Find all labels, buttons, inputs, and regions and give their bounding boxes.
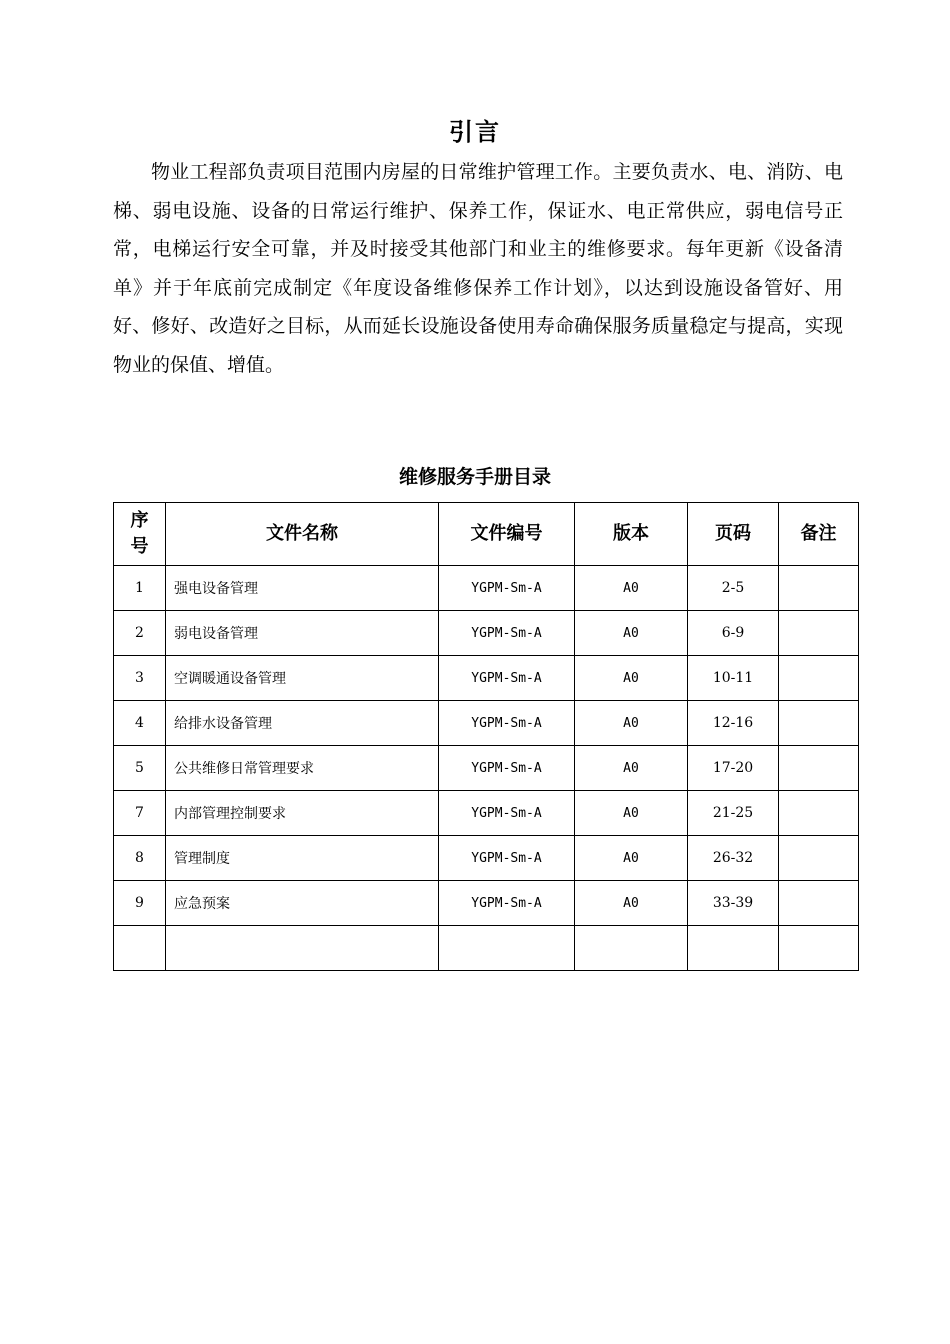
row-pages: 17-20 <box>688 746 779 791</box>
row-name: 管理制度 <box>166 836 439 881</box>
row-remark <box>779 791 859 836</box>
row-remark <box>779 836 859 881</box>
row-seq: 2 <box>114 611 166 656</box>
row-version: A0 <box>575 791 688 836</box>
row-remark <box>779 656 859 701</box>
row-name: 空调暖通设备管理 <box>166 656 439 701</box>
row-code: YGPM-Sm-A <box>439 566 575 611</box>
header-name: 文件名称 <box>166 503 439 566</box>
table-row <box>114 791 859 836</box>
table-row <box>114 881 859 926</box>
table-row <box>114 656 859 701</box>
row-pages: 21-25 <box>688 791 779 836</box>
toc-table <box>113 502 859 971</box>
row-version: A0 <box>575 611 688 656</box>
row-remark <box>779 881 859 926</box>
table-row <box>114 701 859 746</box>
toc-title: 维修服务手册目录 <box>398 466 551 488</box>
header-version: 版本 <box>575 503 688 566</box>
row-seq: 9 <box>114 881 166 926</box>
row-name: 内部管理控制要求 <box>166 791 439 836</box>
row-version: A0 <box>575 881 688 926</box>
table-row-empty <box>114 926 859 971</box>
page-title: 引言 <box>449 117 501 146</box>
header-remark: 备注 <box>779 503 859 566</box>
row-name: 强电设备管理 <box>166 566 439 611</box>
toc-header-row <box>114 503 859 566</box>
table-row <box>114 746 859 791</box>
row-pages <box>688 926 779 971</box>
row-code: YGPM-Sm-A <box>439 701 575 746</box>
row-remark <box>779 746 859 791</box>
row-name <box>166 926 439 971</box>
row-remark <box>779 926 859 971</box>
table-row <box>114 611 859 656</box>
row-code: YGPM-Sm-A <box>439 791 575 836</box>
row-remark <box>779 611 859 656</box>
row-name: 给排水设备管理 <box>166 701 439 746</box>
row-seq <box>114 926 166 971</box>
intro-paragraph: 物业工程部负责项目范围内房屋的日常维护管理工作。主要负责水、电、消防、电梯、弱电设施、设备的日常运行维护、保养工作，保证水、电正常供应，弱电信号正常，电梯运行安全可靠，并及时接受其他部门和业主的维修要求。每年更新《设备清单》并于年底前完成制定《年度设备维修保养工作计划》，以达到设施设备管好、用好、修好、改造好之目标，从而延长设施设备使用寿命确保服务质量稳定与提高，实现物业的保值、增值。 <box>113 161 843 376</box>
row-pages: 33-39 <box>688 881 779 926</box>
row-pages: 12-16 <box>688 701 779 746</box>
header-pages: 页码 <box>688 503 779 566</box>
row-name: 公共维修日常管理要求 <box>166 746 439 791</box>
row-name: 应急预案 <box>166 881 439 926</box>
row-version: A0 <box>575 746 688 791</box>
row-pages: 2-5 <box>688 566 779 611</box>
row-seq: 3 <box>114 656 166 701</box>
header-seq: 序号 <box>114 503 166 566</box>
row-pages: 10-11 <box>688 656 779 701</box>
row-seq: 7 <box>114 791 166 836</box>
row-name: 弱电设备管理 <box>166 611 439 656</box>
row-pages: 6-9 <box>688 611 779 656</box>
row-seq: 8 <box>114 836 166 881</box>
row-seq: 5 <box>114 746 166 791</box>
row-version: A0 <box>575 701 688 746</box>
row-seq: 1 <box>114 566 166 611</box>
row-code: YGPM-Sm-A <box>439 881 575 926</box>
header-code: 文件编号 <box>439 503 575 566</box>
row-seq: 4 <box>114 701 166 746</box>
row-code <box>439 926 575 971</box>
row-version <box>575 926 688 971</box>
row-version: A0 <box>575 836 688 881</box>
row-version: A0 <box>575 656 688 701</box>
row-remark <box>779 701 859 746</box>
row-code: YGPM-Sm-A <box>439 611 575 656</box>
row-code: YGPM-Sm-A <box>439 746 575 791</box>
table-row <box>114 566 859 611</box>
row-remark <box>779 566 859 611</box>
row-code: YGPM-Sm-A <box>439 836 575 881</box>
row-pages: 26-32 <box>688 836 779 881</box>
table-row <box>114 836 859 881</box>
row-code: YGPM-Sm-A <box>439 656 575 701</box>
row-version: A0 <box>575 566 688 611</box>
